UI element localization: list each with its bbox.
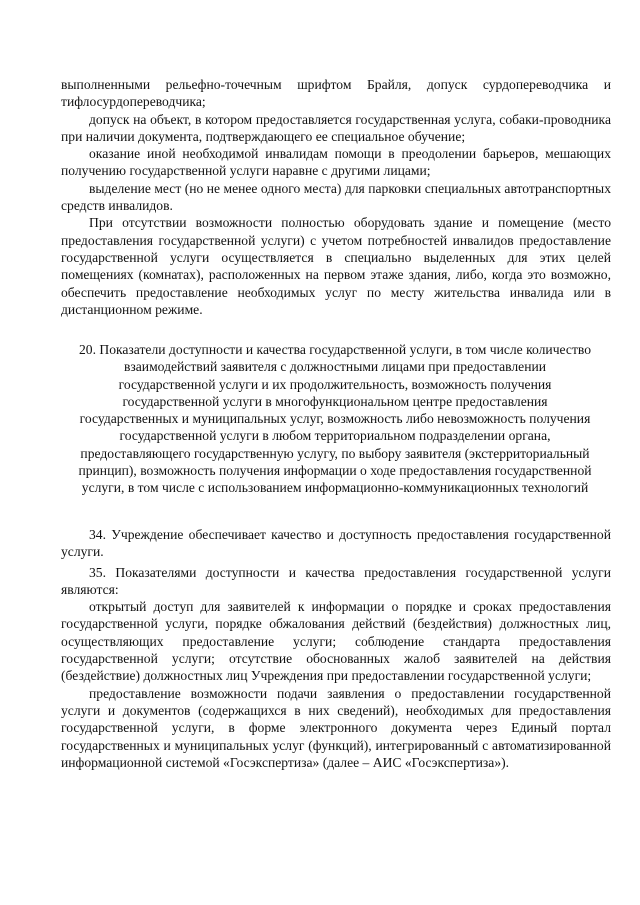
paragraph-premises: При отсутствии возможности полностью оборудовать здание и помещение (место предоставления государственной услуги) с учетом потребностей инвалидов предоставление государственной услуги осуществляется в специально выделенных для этих целей помещениях (комнатах), расположенных на первом этаже здания, либо, когда это возможно, обеспечить предоставление необходимых услуг по месту жительства инвалида или в дистанционном режиме. xyxy=(61,215,611,317)
paragraph-guide-dog: допуск на объект, в котором предоставляется государственная услуга, собаки-проводника при наличии документа, подтверждающего ее специальное обучение; xyxy=(61,111,611,144)
paragraph-assistance: оказание иной необходимой инвалидам помощи в преодолении барьеров, мешающих получению государственной услуги наравне с другими лицами; xyxy=(61,146,611,179)
paragraph-34: 34. Учреждение обеспечивает качество и доступность предоставления государственной услуги. xyxy=(61,527,611,560)
paragraph-braille: выполненными рельефно-точечным шрифтом Брайля, допуск сурдопереводчика и тифлосурдопереводчика; xyxy=(61,77,611,110)
paragraph-open-access: открытый доступ для заявителей к информации о порядке и сроках предоставления государственной услуги, порядке обжалования действий (бездействия) должностных лиц, осуществляющих предоставление услуги; соблюдение стандарта предоставления государственной услуги; отсутствие обоснованных жалоб заявителей на действия (бездействие) должностных лиц Учреждения при предоставлении государственной услуги; xyxy=(61,599,611,684)
paragraph-35: 35. Показателями доступности и качества предоставления государственной услуги являются: xyxy=(61,564,611,597)
bottom-text-block xyxy=(61,526,611,771)
paragraph-parking: выделение мест (но не менее одного места) для парковки специальных автотранспортных средств инвалидов. xyxy=(61,180,611,214)
top-text-block xyxy=(61,76,611,318)
paragraph-electronic-submission: предоставление возможности подачи заявления о предоставлении государственной услуги и документов (содержащихся в них сведений), необходимых для предоставления государственной услуги, в форме электронного документа через Единый портал государственных и муниципальных услуг (функций), интегрированный с автоматизированной информационной системой «Госэкспертиза» (далее – АИС «Госэкспертиза»). xyxy=(61,685,611,770)
section-heading-20: 20. Показатели доступности и качества государственной услуги, в том числе количество взаимодействий заявителя с должностными лицами при предоставлении государственной услуги и их продолжительность, возможность получения государственной услуги в многофункциональном центре предоставления государственных и муниципальных услуг, возможность либо невозможность получения государственной услуги в любом территориальном подразделении органа, предоставляющего государственную услугу, по выбору заявителя (экстерриториальный принцип), возможность получения информации о ходе предоставления государственной услуги, в том числе с использованием информационно-коммуникационных технологий xyxy=(78,342,592,496)
